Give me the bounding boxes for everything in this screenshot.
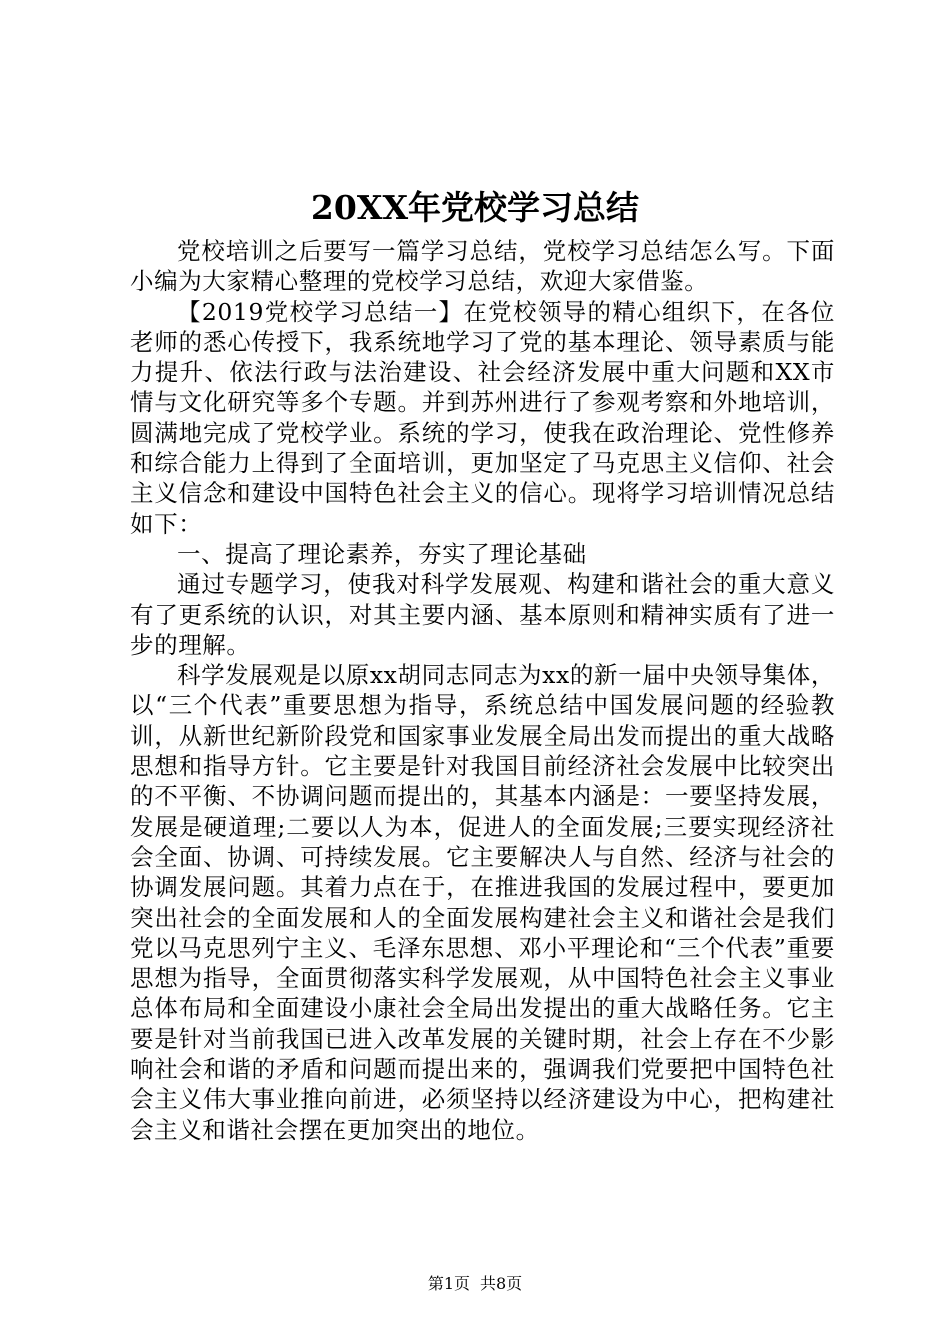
section-heading-one: 一、提高了理论素养，夯实了理论基础 [177,539,587,568]
document-body [130,236,835,1145]
document-title: 20XX年党校学习总结 [310,188,640,227]
page-total: 共8页 [480,1274,523,1293]
paragraph-summary-one: 【2019党校学习总结一】在党校领导的精心组织下，在各位老师的悉心传授下，我系统地学习了党的基本理论、领导素质与能力提升、依法行政与法治建设、社会经济发展中重大问题和XX市情与文化研究等多个专题。并到苏州进行了参观考察和外地培训，圆满地完成了党校学业。系统的学习，使我在政治理论、党性修养和综合能力上得到了全面培训，更加坚定了马克思主义信仰、社会主义信念和建设中国特色社会主义的信心。现将学习培训情况总结如下： [130,297,835,538]
paragraph-scientific-development: 科学发展观是以原xx胡同志同志为xx的新一届中央领导集体，以“三个代表”重要思想为指导，系统总结中国发展问题的经验教训，从新世纪新阶段党和国家事业发展全局出发而提出的重大战略思想和指导方针。它主要是针对我国目前经济社会发展中比较突出的不平衡、不协调问题而提出的，其基本内涵是：一要坚持发展，发展是硬道理;二要以人为本，促进人的全面发展;三要实现经济社会全面、协调、可持续发展。它主要解决人与自然、经济与社会的协调发展问题。其着力点在于，在推进我国的发展过程中，要更加突出社会的全面发展和人的全面发展构建社会主义和谐社会是我们党以马克思列宁主义、毛泽东思想、邓小平理论和“三个代表”重要思想为指导，全面贯彻落实科学发展观，从中国特色社会主义事业总体布局和全面建设小康社会全局出发提出的重大战略任务。它主要是针对当前我国已进入改革发展的关键时期，社会上存在不少影响社会和谐的矛盾和问题而提出来的，强调我们党要把中国特色社会主义伟大事业推向前进，必须坚持以经济建设为中心，把构建社会主义和谐社会摆在更加突出的地位。 [130,661,835,1144]
page-number: 第1页 [427,1274,470,1293]
paragraph-study-topics: 通过专题学习，使我对科学发展观、构建和谐社会的重大意义有了更系统的认识，对其主要内涵、基本原则和精神实质有了进一步的理解。 [130,570,835,659]
page-footer [0,1273,950,1295]
paragraph-intro: 党校培训之后要写一篇学习总结，党校学习总结怎么写。下面小编为大家精心整理的党校学习总结，欢迎大家借鉴。 [130,237,835,296]
